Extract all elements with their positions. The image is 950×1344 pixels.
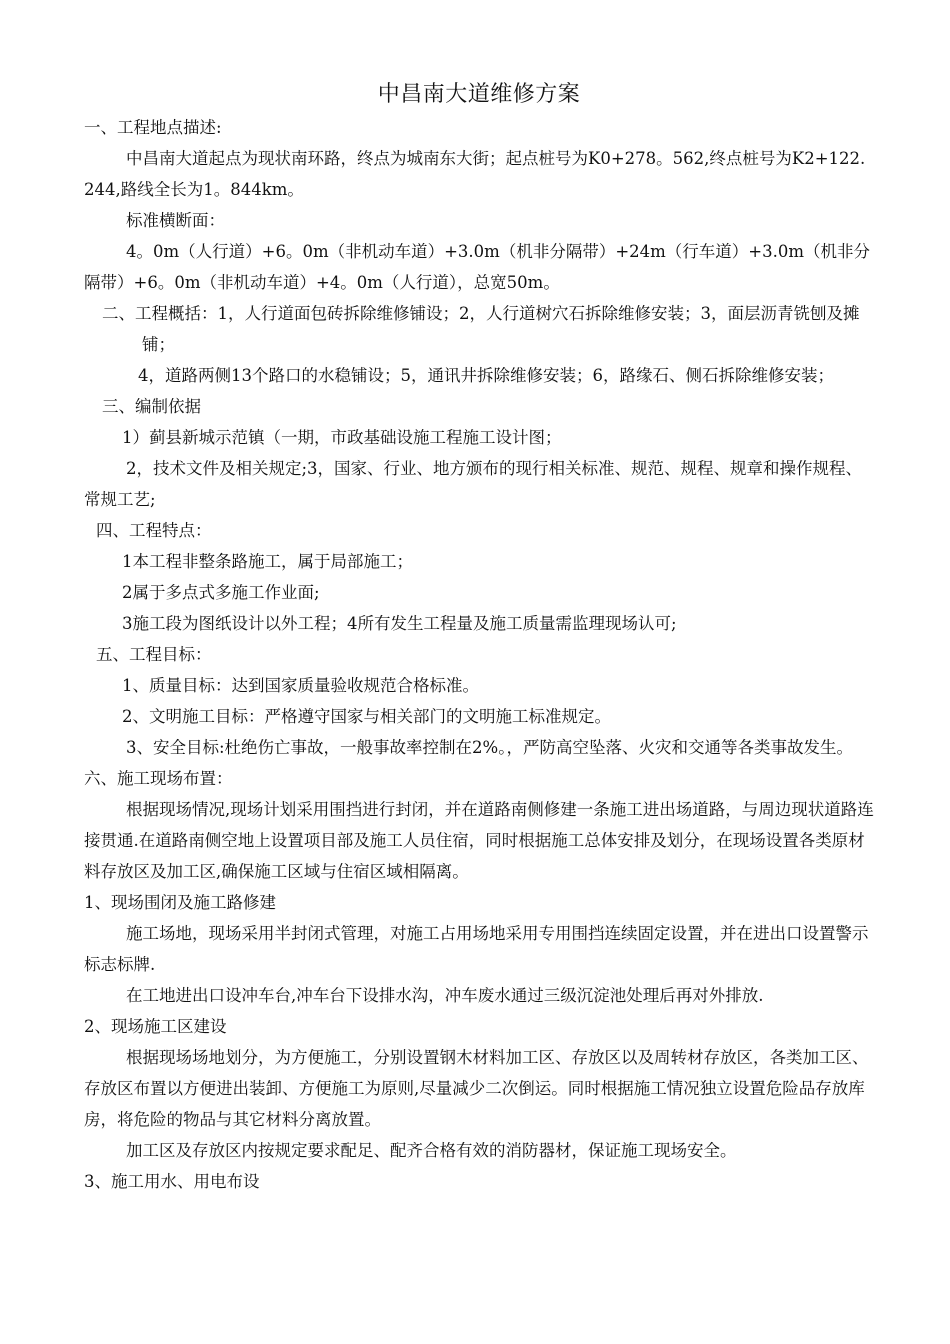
section-6-sub-2-paragraph-2: 加工区及存放区内按规定要求配足、配齐合格有效的消防器材，保证施工现场安全。 <box>126 1141 737 1160</box>
section-1-paragraph-location: 中昌南大道起点为现状南环路，终点为城南东大街；起点桩号为K0+278。562,终点桩号为K2+122.244,路线全长为1。844km。 <box>84 149 866 199</box>
section-3-item-1: 1）蓟县新城示范镇（一期，市政基础设施工程施工设计图； <box>122 428 562 447</box>
section-6-sub-2-heading: 2、现场施工区建设 <box>84 1017 227 1036</box>
section-1-heading: 一、工程地点描述: <box>84 118 222 137</box>
section-6-heading: 六、施工现场布置： <box>84 769 233 788</box>
section-5-heading: 五、工程目标： <box>96 645 212 664</box>
section-1-cross-section-label: 标准横断面： <box>126 211 225 230</box>
section-6-sub-1-heading: 1、现场围闭及施工路修建 <box>84 893 276 912</box>
section-1-cross-section-spec: 4。0m（人行道）+6。0m（非机动车道）+3.0m（机非分隔带）+24m（行车道）+3.0m（机非分隔带）+6。0m（非机动车道）+4。0m（人行道），总宽50m。 <box>84 242 870 292</box>
section-3-heading: 三、编制依据 <box>102 397 201 416</box>
document-page <box>84 78 874 1197</box>
document-title: 中昌南大道维修方案 <box>377 82 581 107</box>
section-5-item-1: 1、质量目标：达到国家质量验收规范合格标准。 <box>122 676 479 695</box>
section-5-item-3: 3、安全目标:杜绝伤亡事故，一般事故率控制在2%。，严防高空坠落、火灾和交通等各类事故发生。 <box>126 738 853 757</box>
section-6-sub-1-paragraph-1: 施工场地，现场采用半封闭式管理，对施工占用场地采用专用围挡连续固定设置，并在进出口设置警示标志标牌. <box>84 924 869 974</box>
section-2-overview-b: 4，道路两侧13个路口的水稳铺设；5，通讯井拆除维修安装；6，路缘石、侧石拆除维修安装； <box>138 366 834 385</box>
section-4-item-2: 2属于多点式多施工作业面; <box>122 583 320 602</box>
section-4-item-1: 1本工程非整条路施工，属于局部施工； <box>122 552 413 571</box>
section-6-sub-1-paragraph-2: 在工地进出口设冲车台,冲车台下设排水沟，冲车废水通过三级沉淀池处理后再对外排放. <box>126 986 764 1005</box>
section-6-paragraph: 根据现场情况,现场计划采用围挡进行封闭，并在道路南侧修建一条施工进出场道路，与周边现状道路连接贯通.在道路南侧空地上设置项目部及施工人员住宿，同时根据施工总体安排及划分，在现场设置各类原材料存放区及加工区,确保施工区域与住宿区域相隔离。 <box>84 800 874 881</box>
section-6-sub-2-paragraph-1: 根据现场场地划分，为方便施工，分别设置钢木材料加工区、存放区以及周转材存放区，各类加工区、存放区布置以方便进出装卸、方便施工为原则,尽量减少二次倒运。同时根据施工情况独立设置危险品存放库房，将危险的物品与其它材料分离放置。 <box>84 1048 869 1129</box>
section-4-item-3: 3施工段为图纸设计以外工程；4所有发生工程量及施工质量需监理现场认可; <box>122 614 677 633</box>
section-2-overview-a: 二、工程概括：1，人行道面包砖拆除维修铺设；2，人行道树穴石拆除维修安装；3，面层沥青铣刨及摊铺； <box>102 304 860 354</box>
section-5-item-2: 2、文明施工目标：严格遵守国家与相关部门的文明施工标准规定。 <box>122 707 611 726</box>
section-6-sub-3-heading: 3、施工用水、用电布设 <box>84 1172 260 1191</box>
section-3-item-2: 2，技术文件及相关规定;3，国家、行业、地方颁布的现行相关标准、规范、规程、规章和操作规程、常规工艺; <box>84 459 863 509</box>
section-4-heading: 四、工程特点： <box>96 521 212 540</box>
